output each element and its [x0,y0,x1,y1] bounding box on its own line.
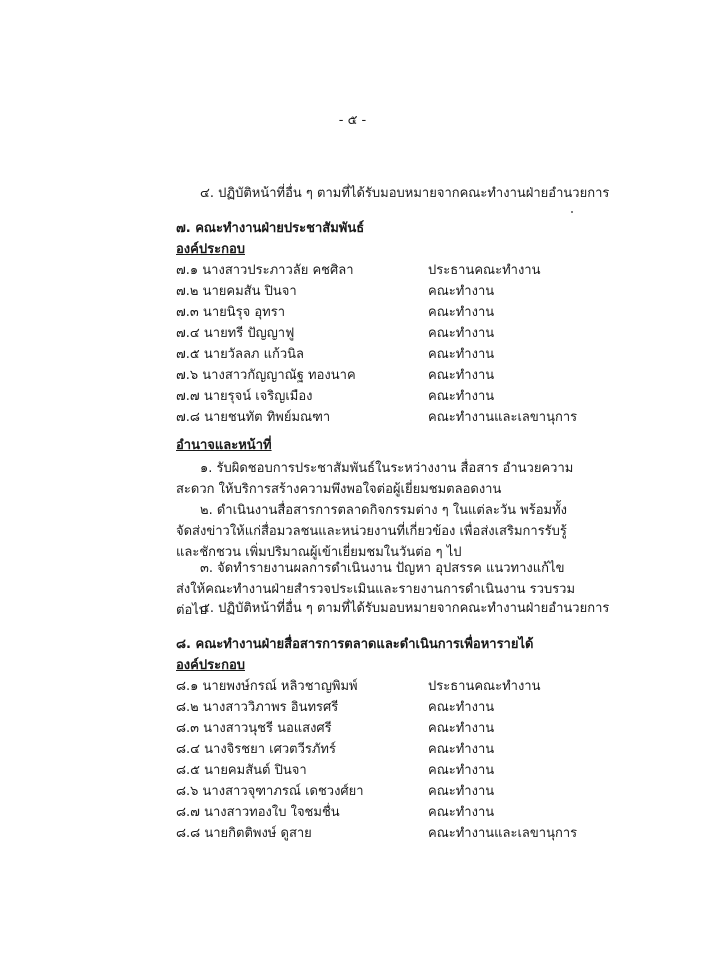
section7-member-row [176,282,596,302]
page-number: - ๕ - [338,113,367,128]
member-name: ๗.๓ นายนิรุจ อุทรา [176,305,286,320]
member-name: ๘.๔ นางจิรชยา เศวตวีรภัทร์ [176,742,336,757]
section7-duty-4: ๔. ปฏิบัติหน้าที่อื่น ๆ ตามที่ได้รับมอบหมายจากคณะทำงานฝ่ายอำนวยการ [200,601,610,616]
member-name: ๗.๑ นางสาวประภาวลัย คชศิลา [176,263,354,278]
section7-members-heading: องค์ประกอบ [176,242,245,257]
member-role: คณะทำงานและเลขานุการ [428,826,578,841]
member-name: ๗.๔ นายทรี ปัญญาฟู [176,326,295,341]
section8-title: ๘. คณะทำงานฝ่ายสื่อสารการตลาดและดำเนินการเพื่อหารายได้ [176,637,534,652]
section8-member-row [176,677,596,697]
top-duty-item: ๔. ปฏิบัติหน้าที่อื่น ๆ ตามที่ได้รับมอบหมายจากคณะทำงานฝ่ายอำนวยการ [200,186,610,201]
section8-member-row [176,698,596,718]
section8-members-heading: องค์ประกอบ [176,658,245,673]
member-role: คณะทำงาน [428,305,495,320]
member-name: ๘.๒ นางสาววิภาพร อินทรศรี [176,700,339,715]
member-role: คณะทำงาน [428,389,495,404]
section8-member-row [176,803,596,823]
member-role: คณะทำงาน [428,742,495,757]
member-role: คณะทำงาน [428,721,495,736]
section7-member-row [176,324,596,344]
member-name: ๘.๗ นางสาวทองใบ ใจชมชื่น [176,805,340,820]
member-role: ประธานคณะทำงาน [428,679,541,694]
member-role: ประธานคณะทำงาน [428,263,541,278]
member-name: ๗.๖ นางสาวกัญญาณัฐ ทองนาค [176,368,356,383]
section7-member-row [176,303,596,323]
member-name: ๘.๓ นางสาวนุชรี นอแสงศรี [176,721,332,736]
section8-member-row [176,824,596,844]
section8-member-row [176,740,596,760]
member-name: ๘.๕ นายคมสันต์ ปินจา [176,763,307,778]
section7-title: ๗. คณะทำงานฝ่ายประชาสัมพันธ์ [176,221,365,236]
section7-member-row [176,261,596,281]
member-role: คณะทำงาน [428,284,495,299]
member-role: คณะทำงาน [428,805,495,820]
section7-member-row [176,366,596,386]
section7-member-row [176,408,596,428]
section7-duty-2: ๒. ดำเนินงานสื่อสารการตลาดกิจกรรมต่าง ๆ ในแต่ละวัน พร้อมทั้งจัดส่งข่าวให้แก่สื่อมวลชนและหน่วยงานที่เกี่ยวข้อง เพื่อส่งเสริมการรับรู้และชักชวน เพิ่มปริมาณผู้เข้าเยี่ยมชมในวันต่อ ๆ ไป [176,503,567,560]
section7-duties-heading: อำนาจและหน้าที่ [176,438,272,453]
member-role: คณะทำงาน [428,326,495,341]
member-role: คณะทำงาน [428,784,495,799]
member-name: ๗.๘ นายชนทัต ทิพย์มณฑา [176,410,331,425]
member-role: คณะทำงาน [428,763,495,778]
member-role: คณะทำงานและเลขานุการ [428,410,578,425]
section8-member-row [176,761,596,781]
member-role: คณะทำงาน [428,368,495,383]
member-name: ๗.๒ นายคมสัน ปินจา [176,284,297,299]
member-name: ๗.๕ นายวัลลภ แก้วนิล [176,347,305,362]
section8-member-row [176,719,596,739]
member-name: ๗.๗ นายรุจน์ เจริญเมือง [176,389,313,404]
section7-duty-1: ๑. รับผิดชอบการประชาสัมพันธ์ในระหว่างงาน สื่อสาร อำนวยความสะดวก ให้บริการสร้างความพึงพอใจต่อผู้เยี่ยมชมตลอดงาน [176,461,574,497]
member-name: ๘.๘ นายกิตติพงษ์ ดูสาย [176,826,312,841]
member-role: คณะทำงาน [428,700,495,715]
member-name: ๘.๖ นางสาวจุฑาภรณ์ เดชวงศ์ยา [176,784,364,799]
section8-member-row [176,782,596,802]
section7-duty-3: ๓. จัดทำรายงานผลการดำเนินงาน ปัญหา อุปสรรค แนวทางแก้ไข ส่งให้คณะทำงานฝ่ายสำรวจประเมินและรายงานการดำเนินงาน รวบรวมต่อไป [176,561,576,618]
scan-speck [571,211,573,213]
section7-member-row [176,345,596,365]
member-role: คณะทำงาน [428,347,495,362]
section7-member-row [176,387,596,407]
member-name: ๘.๑ นายพงษ์กรณ์ หลิวชาญพิมพ์ [176,679,358,694]
